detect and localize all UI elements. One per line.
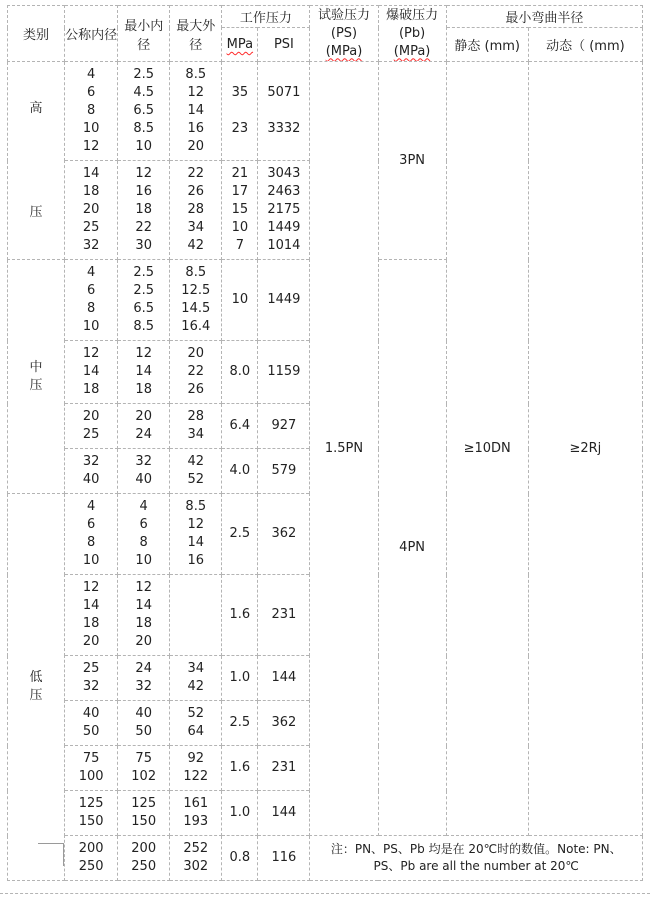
cell-line: 3332 — [267, 121, 301, 136]
cell-line: 150 — [131, 814, 157, 829]
cell-line: 14 — [187, 103, 205, 118]
cell-line: 32 — [82, 679, 100, 694]
cell-line: 2.5 — [229, 526, 251, 541]
cell-line: 2463 — [267, 184, 301, 199]
cell-line: 32 — [82, 454, 100, 469]
cell-nominal-id — [65, 836, 118, 881]
cell-line: 1.0 — [229, 670, 251, 685]
cell-line: 15 — [231, 202, 249, 217]
cell-line: 10 — [82, 553, 100, 568]
page-bottom-divider — [0, 893, 650, 894]
cell-line: 压 — [29, 204, 43, 220]
cell-line: 25 — [82, 220, 100, 235]
cell-line: 20 — [135, 409, 152, 424]
cell-line: 12 — [187, 517, 205, 532]
cell-line: 362 — [271, 715, 297, 730]
cell-min-id — [118, 791, 170, 836]
cell-line: 24 — [135, 427, 152, 442]
cell-line: 14 — [187, 535, 205, 550]
cell-line: 18 — [82, 616, 100, 631]
cell-line: 22 — [187, 364, 205, 379]
cell-psi — [258, 260, 310, 341]
cell-line: 8.5 — [133, 121, 155, 136]
cell-line: 6.4 — [229, 418, 251, 433]
cell-line: 10 — [82, 121, 100, 136]
cell-line: 122 — [183, 769, 209, 784]
cell-line: 40 — [82, 472, 100, 487]
cell-line: 6.5 — [133, 103, 155, 118]
cell-line: 0.8 — [229, 850, 251, 865]
burst-pressure-label: 爆破压力 — [386, 7, 439, 23]
cell-mpa — [222, 836, 258, 881]
col-header-min-bend-radius: 最小弯曲半径 — [446, 6, 642, 28]
cell-line: 28 — [187, 409, 205, 424]
cell-line: 17 — [231, 184, 249, 199]
cell-line: 32 — [135, 679, 152, 694]
cell-line: 8 — [139, 535, 148, 550]
cell-min-id — [118, 404, 170, 449]
cell-line: 40 — [135, 472, 152, 487]
cell-line: 低 — [29, 670, 43, 685]
cell-max-od — [170, 701, 222, 746]
cell-line: 75 — [82, 751, 100, 766]
cell-psi — [258, 836, 310, 881]
cell-line: 34 — [187, 220, 205, 235]
test-pressure-label: 试验压力 — [317, 7, 370, 23]
cell-max-od — [170, 341, 222, 404]
cell-nominal-id — [65, 341, 118, 404]
cell-line: 2.5 — [133, 283, 155, 298]
cell-line: 1.0 — [229, 805, 251, 820]
cell-line: 8.5 — [185, 499, 207, 514]
cell-line: 1.6 — [229, 607, 251, 622]
cell-line: 6 — [86, 85, 96, 100]
cell-line: 22 — [187, 166, 205, 181]
cell-category-medium — [8, 260, 65, 494]
cell-line: 25 — [82, 661, 100, 676]
cell-line: 2.5 — [229, 715, 251, 730]
cell-min-id — [118, 449, 170, 494]
cell-max-od — [170, 62, 222, 161]
cell-line: 42 — [187, 454, 205, 469]
cell-line: 40 — [82, 706, 100, 721]
cell-line: 12.5 — [181, 283, 211, 298]
cell-category-high — [8, 62, 65, 260]
cell-line: 12 — [82, 346, 100, 361]
cell-nominal-id — [65, 746, 118, 791]
cell-nominal-id — [65, 791, 118, 836]
cell-mpa — [222, 791, 258, 836]
cell-line: 8 — [86, 535, 96, 550]
cell-line: 4.5 — [133, 85, 155, 100]
cell-line: 16 — [187, 553, 205, 568]
pressure-spec-table — [7, 5, 643, 881]
cell-category-low — [8, 494, 65, 881]
cell-mpa — [222, 494, 258, 575]
cell-line: 26 — [187, 382, 205, 397]
cell-line: 10 — [231, 220, 249, 235]
col-header-working-pressure: 工作压力 — [222, 6, 310, 28]
cell-psi — [258, 746, 310, 791]
cell-mpa — [222, 62, 258, 161]
cell-line: 32 — [135, 454, 152, 469]
cell-line: 28 — [187, 202, 205, 217]
cell-max-od — [170, 404, 222, 449]
cell-line: 20 — [82, 634, 100, 649]
cell-line: 150 — [78, 814, 104, 829]
cell-min-id — [118, 836, 170, 881]
cell-line: 18 — [82, 184, 100, 199]
cell-line: 压 — [29, 377, 43, 393]
cell-line — [259, 138, 308, 156]
cell-nominal-id — [65, 701, 118, 746]
cell-min-id — [118, 260, 170, 341]
cell-dynamic-bend-radius: ≥2Rj — [528, 62, 642, 836]
cell-line: 21 — [231, 166, 249, 181]
cell-line: 20 — [135, 634, 152, 649]
cell-test-pressure-value: 1.5PN — [310, 62, 378, 836]
cell-line: 22 — [135, 220, 152, 235]
cell-line: 1.6 — [229, 760, 251, 775]
cell-line: 12 — [82, 580, 100, 595]
cell-min-id — [118, 161, 170, 260]
cell-line: 5071 — [267, 85, 301, 100]
cell-max-od — [170, 791, 222, 836]
cell-mpa — [222, 746, 258, 791]
cell-nominal-id — [65, 260, 118, 341]
cell-line: 14 — [82, 364, 100, 379]
burst-pressure-unit: (MPa) — [393, 43, 431, 59]
cell-line: 18 — [135, 202, 152, 217]
cell-psi — [258, 341, 310, 404]
cell-psi — [258, 791, 310, 836]
cell-min-id — [118, 746, 170, 791]
col-header-category: 类别 — [8, 6, 65, 62]
cell-line: 8 — [86, 301, 96, 316]
cell-line: 16.4 — [181, 319, 211, 334]
cell-line: 34 — [187, 661, 205, 676]
cell-line — [223, 102, 256, 120]
cell-line: 14 — [82, 598, 100, 613]
cell-line: 4 — [86, 265, 96, 280]
cell-line: 2.5 — [133, 67, 155, 82]
cell-line: 50 — [82, 724, 100, 739]
cell-psi — [258, 404, 310, 449]
cell-line: 8.5 — [185, 265, 207, 280]
cell-line: 362 — [271, 526, 297, 541]
cell-line: 193 — [183, 814, 209, 829]
table-header — [8, 6, 643, 62]
cell-max-od — [170, 494, 222, 575]
cell-burst-pressure-high: 3PN — [378, 62, 446, 260]
cell-psi — [258, 449, 310, 494]
cell-line: 302 — [183, 859, 209, 874]
cell-line: 144 — [271, 670, 297, 685]
cell-line: 10 — [135, 553, 152, 568]
cell-line: 200 — [78, 841, 104, 856]
cell-line: 125 — [78, 796, 104, 811]
cell-line — [259, 66, 308, 84]
cell-line: 20 — [82, 202, 100, 217]
col-header-burst-pressure — [378, 6, 446, 62]
col-header-test-pressure — [310, 6, 378, 62]
cell-nominal-id — [65, 494, 118, 575]
cell-line: 18 — [135, 382, 152, 397]
cell-line: 12 — [135, 166, 152, 181]
cell-line: 42 — [187, 238, 205, 253]
cell-mpa — [222, 260, 258, 341]
cell-psi — [258, 494, 310, 575]
cell-line: 231 — [271, 607, 297, 622]
cell-line: 100 — [78, 769, 104, 784]
cell-nominal-id — [65, 575, 118, 656]
cell-line: 40 — [135, 706, 152, 721]
cell-psi — [258, 62, 310, 161]
cell-line: 10 — [82, 319, 100, 334]
table-row — [8, 62, 643, 161]
cell-burst-pressure-mid-low: 4PN — [378, 260, 446, 836]
test-pressure-symbol: (PS) — [330, 25, 358, 41]
cell-mpa — [222, 575, 258, 656]
cell-line: 3043 — [267, 166, 301, 181]
cell-line: 10 — [231, 292, 249, 307]
cell-mpa — [222, 404, 258, 449]
cell-line: 125 — [131, 796, 157, 811]
cell-min-id — [118, 341, 170, 404]
cell-line: 12 — [135, 580, 152, 595]
cell-line: 34 — [187, 427, 205, 442]
cell-line: 1449 — [267, 220, 301, 235]
cell-mpa — [222, 449, 258, 494]
cell-line: 42 — [187, 679, 205, 694]
cell-line: 8 — [86, 103, 96, 118]
cell-line — [223, 66, 256, 84]
artifact-line — [38, 843, 64, 866]
header-row-1 — [8, 6, 643, 28]
cell-line: 16 — [187, 121, 205, 136]
cell-line: 64 — [187, 724, 205, 739]
cell-line: 高 — [29, 100, 43, 116]
test-pressure-unit: (MPa) — [325, 43, 363, 59]
cell-max-od — [170, 575, 222, 656]
cell-line: 14 — [135, 364, 152, 379]
cell-line: 8.5 — [185, 67, 207, 82]
cell-static-bend-radius: ≥10DN — [446, 62, 528, 836]
cell-line: 144 — [271, 805, 297, 820]
cell-line: 10 — [135, 139, 152, 154]
cell-line: 1159 — [267, 364, 301, 379]
cell-line: 6 — [86, 283, 96, 298]
cell-line: 8.0 — [229, 364, 251, 379]
cell-nominal-id — [65, 449, 118, 494]
cell-line: 14 — [82, 166, 100, 181]
col-header-mpa: MPa — [222, 28, 258, 62]
cell-line: 12 — [82, 139, 100, 154]
cell-line: 116 — [271, 850, 297, 865]
cell-max-od — [170, 656, 222, 701]
cell-line: 12 — [135, 346, 152, 361]
cell-line: 579 — [271, 463, 297, 478]
cell-psi — [258, 161, 310, 260]
cell-line: 压 — [29, 688, 43, 703]
col-header-psi: PSI — [258, 28, 310, 62]
cell-mpa — [222, 656, 258, 701]
cell-line: 14 — [135, 598, 152, 613]
cell-nominal-id — [65, 656, 118, 701]
cell-line: 20 — [187, 346, 205, 361]
cell-max-od — [170, 260, 222, 341]
cell-line: 1014 — [267, 238, 301, 253]
cell-mpa — [222, 701, 258, 746]
cell-line — [171, 606, 220, 624]
cell-line: 20 — [82, 409, 100, 424]
cell-line: 23 — [231, 121, 249, 136]
cell-line: 75 — [135, 751, 152, 766]
cell-max-od — [170, 746, 222, 791]
cell-min-id — [118, 62, 170, 161]
cell-line: 24 — [135, 661, 152, 676]
cell-line: 30 — [135, 238, 152, 253]
cell-line: 92 — [187, 751, 205, 766]
cell-mpa — [222, 341, 258, 404]
table-row — [8, 836, 643, 881]
cell-line: 25 — [82, 427, 100, 442]
cell-line: 4 — [139, 499, 148, 514]
col-header-static: 静态 (mm) — [446, 28, 528, 62]
cell-line: 52 — [187, 472, 205, 487]
cell-nominal-id — [65, 62, 118, 161]
cell-min-id — [118, 575, 170, 656]
cell-line: 12 — [187, 85, 205, 100]
cell-nominal-id — [65, 161, 118, 260]
cell-max-od — [170, 836, 222, 881]
cell-mpa — [222, 161, 258, 260]
table-body — [8, 62, 643, 881]
cell-line: 250 — [131, 859, 157, 874]
cell-line: 18 — [135, 616, 152, 631]
cell-line: 18 — [82, 382, 100, 397]
cell-line: 4 — [86, 499, 96, 514]
cell-line: 52 — [187, 706, 205, 721]
cell-line: 14.5 — [181, 301, 211, 316]
col-header-max-od: 最大外径 — [170, 6, 222, 62]
cell-line: 32 — [82, 238, 100, 253]
cell-line — [259, 102, 308, 120]
cell-line: 50 — [135, 724, 152, 739]
col-header-dynamic: 动态（ (mm) — [528, 28, 642, 62]
cell-line: 6.5 — [133, 301, 155, 316]
cell-line — [223, 138, 256, 156]
cell-min-id — [118, 494, 170, 575]
cell-nominal-id — [65, 404, 118, 449]
cell-min-id — [118, 656, 170, 701]
cell-line: 252 — [183, 841, 209, 856]
cell-max-od — [170, 449, 222, 494]
cell-line: 1449 — [267, 292, 301, 307]
cell-line: 6 — [86, 517, 96, 532]
col-header-nominal-id: 公称内径 — [65, 6, 118, 62]
cell-psi — [258, 656, 310, 701]
cell-line: 中 — [29, 359, 43, 375]
cell-line: 161 — [183, 796, 209, 811]
cell-psi — [258, 701, 310, 746]
cell-line: 6 — [139, 517, 148, 532]
cell-psi — [258, 575, 310, 656]
cell-line: 2175 — [267, 202, 301, 217]
cell-line: 16 — [135, 184, 152, 199]
cell-line: 35 — [231, 85, 249, 100]
note-cell: 注：PN、PS、Pb 均是在 20℃时的数值。Note: PN、PS、Pb are all the number at 20℃ — [310, 836, 643, 881]
cell-line: 20 — [187, 139, 205, 154]
cell-min-id — [118, 701, 170, 746]
cell-line: 4 — [86, 67, 96, 82]
col-header-min-id: 最小内径 — [118, 6, 170, 62]
cell-line: 4.0 — [229, 463, 251, 478]
cell-line: 2.5 — [133, 265, 155, 280]
cell-line: 26 — [187, 184, 205, 199]
cell-max-od — [170, 161, 222, 260]
cell-line: 231 — [271, 760, 297, 775]
cell-line: 250 — [78, 859, 104, 874]
cell-line: 102 — [131, 769, 157, 784]
cell-line: 200 — [131, 841, 157, 856]
cell-line: 927 — [271, 418, 297, 433]
cell-line: 8.5 — [133, 319, 155, 334]
burst-pressure-symbol: (Pb) — [398, 25, 426, 41]
cell-line: 7 — [235, 238, 244, 253]
